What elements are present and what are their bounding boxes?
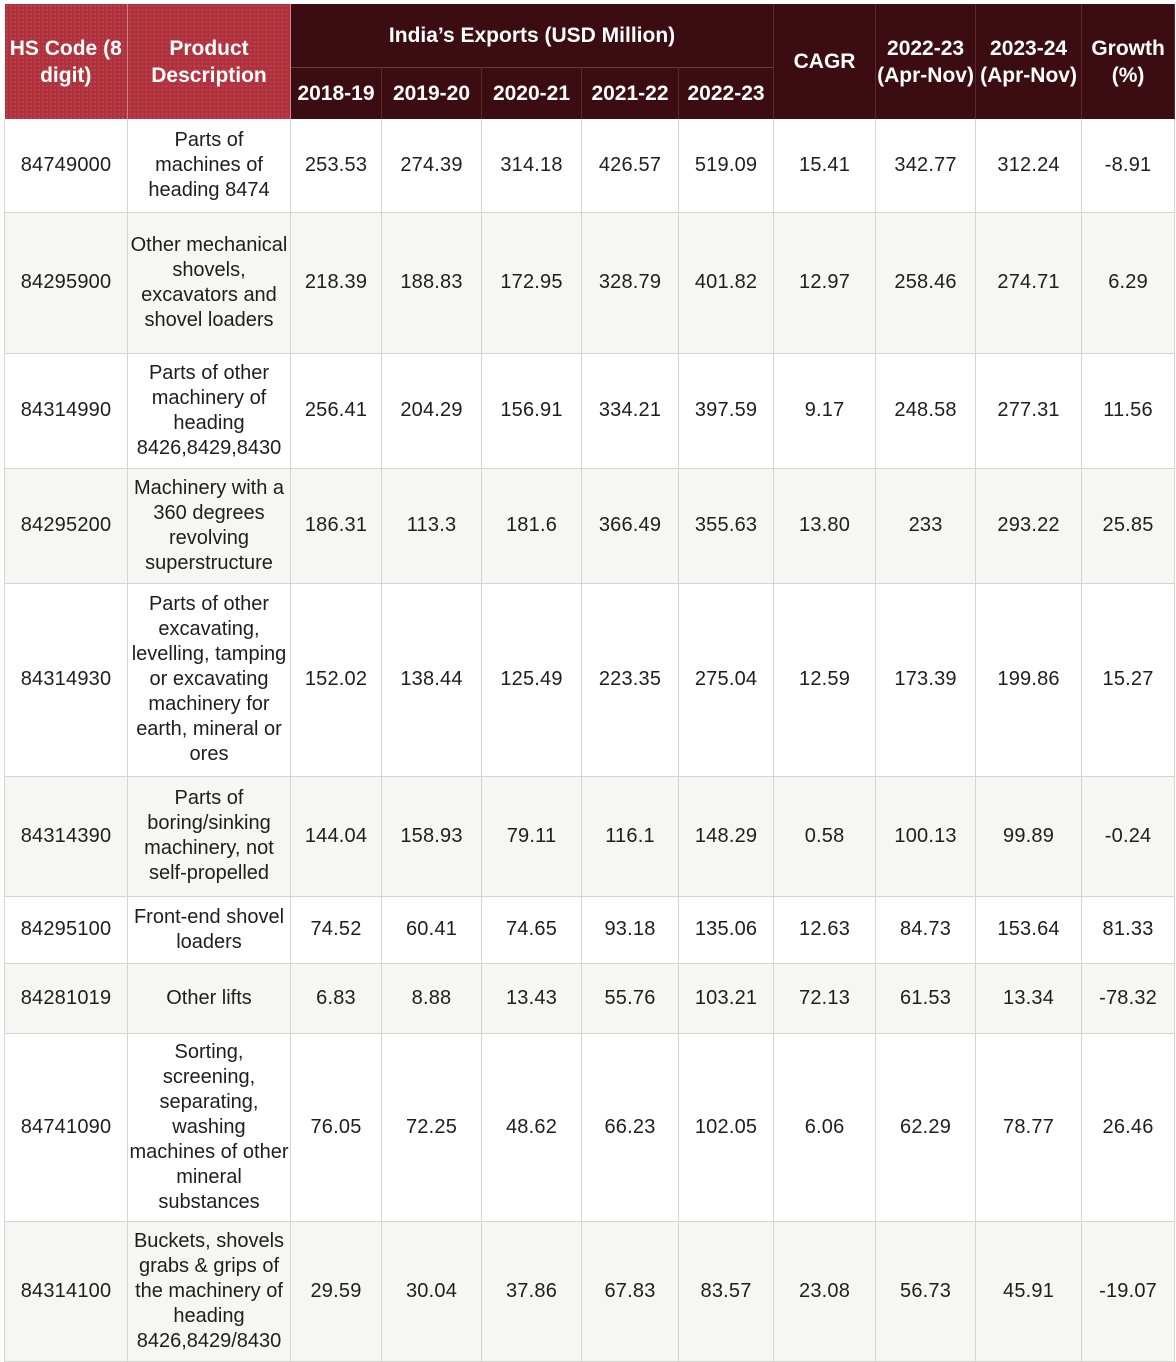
cagr-cell: 15.41	[774, 119, 876, 212]
description-cell: Sorting, screening, separating, washing machines of other mineral substances	[128, 1033, 291, 1221]
growth-cell: 11.56	[1082, 353, 1175, 468]
export-value-cell: 74.52	[291, 896, 382, 963]
cagr-cell: 6.06	[774, 1033, 876, 1221]
period-2022-23-cell: 61.53	[876, 963, 976, 1033]
cagr-cell: 23.08	[774, 1221, 876, 1361]
export-value-cell: 274.39	[382, 119, 482, 212]
export-value-cell: 60.41	[382, 896, 482, 963]
hs-code-cell: 84741090	[5, 1033, 128, 1221]
header-year: 2019-20	[382, 67, 482, 119]
export-value-cell: 204.29	[382, 353, 482, 468]
description-cell: Machinery with a 360 degrees revolving superstructure	[128, 468, 291, 583]
period-2023-24-cell: 153.64	[976, 896, 1082, 963]
cagr-cell: 0.58	[774, 776, 876, 896]
export-value-cell: 253.53	[291, 119, 382, 212]
hs-code-cell: 84295200	[5, 468, 128, 583]
period-2023-24-cell: 199.86	[976, 583, 1082, 776]
description-cell: Other lifts	[128, 963, 291, 1033]
growth-cell: 26.46	[1082, 1033, 1175, 1221]
period-2022-23-cell: 56.73	[876, 1221, 976, 1361]
table-row	[5, 776, 1175, 896]
period-2023-24-cell: 274.71	[976, 212, 1082, 353]
period-2022-23-cell: 258.46	[876, 212, 976, 353]
export-value-cell: 218.39	[291, 212, 382, 353]
period-2023-24-cell: 277.31	[976, 353, 1082, 468]
growth-cell: -0.24	[1082, 776, 1175, 896]
table-row	[5, 1033, 1175, 1221]
period-2022-23-cell: 100.13	[876, 776, 976, 896]
header-cagr: CAGR	[774, 4, 876, 119]
export-value-cell: 30.04	[382, 1221, 482, 1361]
table-row	[5, 353, 1175, 468]
period-2023-24-cell: 312.24	[976, 119, 1082, 212]
export-value-cell: 72.25	[382, 1033, 482, 1221]
period-2022-23-cell: 248.58	[876, 353, 976, 468]
description-cell: Front-end shovel loaders	[128, 896, 291, 963]
header-year: 2020-21	[482, 67, 582, 119]
export-value-cell: 79.11	[482, 776, 582, 896]
cagr-cell: 9.17	[774, 353, 876, 468]
header-period-2023-24: 2023-24 (Apr-Nov)	[976, 4, 1082, 119]
export-value-cell: 256.41	[291, 353, 382, 468]
description-cell: Parts of other machinery of heading 8426,8429,8430	[128, 353, 291, 468]
export-value-cell: 66.23	[582, 1033, 679, 1221]
export-value-cell: 67.83	[582, 1221, 679, 1361]
export-value-cell: 48.62	[482, 1033, 582, 1221]
export-value-cell: 102.05	[679, 1033, 774, 1221]
hs-code-cell: 84295900	[5, 212, 128, 353]
export-value-cell: 181.6	[482, 468, 582, 583]
cagr-cell: 12.59	[774, 583, 876, 776]
export-value-cell: 83.57	[679, 1221, 774, 1361]
growth-cell: 25.85	[1082, 468, 1175, 583]
exports-table	[4, 4, 1175, 1362]
header-year: 2021-22	[582, 67, 679, 119]
export-value-cell: 328.79	[582, 212, 679, 353]
export-value-cell: 148.29	[679, 776, 774, 896]
table-body	[5, 119, 1175, 1361]
hs-code-cell: 84314990	[5, 353, 128, 468]
period-2022-23-cell: 173.39	[876, 583, 976, 776]
header-description: Product Description	[128, 4, 291, 119]
export-value-cell: 188.83	[382, 212, 482, 353]
header-exports-group: India’s Exports (USD Million)	[291, 4, 774, 67]
export-value-cell: 355.63	[679, 468, 774, 583]
export-value-cell: 366.49	[582, 468, 679, 583]
description-cell: Other mechanical shovels, excavators and shovel loaders	[128, 212, 291, 353]
export-value-cell: 13.43	[482, 963, 582, 1033]
period-2023-24-cell: 99.89	[976, 776, 1082, 896]
header-period-2022-23: 2022-23 (Apr-Nov)	[876, 4, 976, 119]
export-value-cell: 144.04	[291, 776, 382, 896]
period-2022-23-cell: 84.73	[876, 896, 976, 963]
export-value-cell: 93.18	[582, 896, 679, 963]
period-2022-23-cell: 62.29	[876, 1033, 976, 1221]
export-value-cell: 401.82	[679, 212, 774, 353]
description-cell: Buckets, shovels grabs & grips of the machinery of heading 8426,8429/8430	[128, 1221, 291, 1361]
period-2022-23-cell: 342.77	[876, 119, 976, 212]
export-value-cell: 334.21	[582, 353, 679, 468]
growth-cell: -8.91	[1082, 119, 1175, 212]
growth-cell: 81.33	[1082, 896, 1175, 963]
export-value-cell: 55.76	[582, 963, 679, 1033]
export-value-cell: 113.3	[382, 468, 482, 583]
table-row	[5, 119, 1175, 212]
hs-code-cell: 84281019	[5, 963, 128, 1033]
header-growth: Growth (%)	[1082, 4, 1175, 119]
growth-cell: -78.32	[1082, 963, 1175, 1033]
export-value-cell: 103.21	[679, 963, 774, 1033]
export-value-cell: 397.59	[679, 353, 774, 468]
hs-code-cell: 84295100	[5, 896, 128, 963]
growth-cell: 6.29	[1082, 212, 1175, 353]
description-cell: Parts of other excavating, levelling, tamping or excavating machinery for earth, mineral or ores	[128, 583, 291, 776]
export-value-cell: 74.65	[482, 896, 582, 963]
hs-code-cell: 84749000	[5, 119, 128, 212]
export-value-cell: 135.06	[679, 896, 774, 963]
export-value-cell: 275.04	[679, 583, 774, 776]
description-cell: Parts of boring/sinking machinery, not self-propelled	[128, 776, 291, 896]
export-value-cell: 138.44	[382, 583, 482, 776]
table-row	[5, 896, 1175, 963]
export-value-cell: 8.88	[382, 963, 482, 1033]
export-value-cell: 125.49	[482, 583, 582, 776]
export-value-cell: 37.86	[482, 1221, 582, 1361]
export-value-cell: 76.05	[291, 1033, 382, 1221]
growth-cell: -19.07	[1082, 1221, 1175, 1361]
hs-code-cell: 84314930	[5, 583, 128, 776]
hs-code-cell: 84314390	[5, 776, 128, 896]
export-value-cell: 29.59	[291, 1221, 382, 1361]
growth-cell: 15.27	[1082, 583, 1175, 776]
table-row	[5, 583, 1175, 776]
export-value-cell: 6.83	[291, 963, 382, 1033]
table-row	[5, 1221, 1175, 1361]
hs-code-cell: 84314100	[5, 1221, 128, 1361]
period-2023-24-cell: 78.77	[976, 1033, 1082, 1221]
export-value-cell: 172.95	[482, 212, 582, 353]
period-2022-23-cell: 233	[876, 468, 976, 583]
export-value-cell: 158.93	[382, 776, 482, 896]
header-year: 2018-19	[291, 67, 382, 119]
export-value-cell: 519.09	[679, 119, 774, 212]
period-2023-24-cell: 45.91	[976, 1221, 1082, 1361]
header-year: 2022-23	[679, 67, 774, 119]
export-value-cell: 116.1	[582, 776, 679, 896]
export-value-cell: 426.57	[582, 119, 679, 212]
table-row	[5, 963, 1175, 1033]
cagr-cell: 12.63	[774, 896, 876, 963]
period-2023-24-cell: 293.22	[976, 468, 1082, 583]
export-value-cell: 314.18	[482, 119, 582, 212]
table-row	[5, 212, 1175, 353]
export-value-cell: 223.35	[582, 583, 679, 776]
cagr-cell: 13.80	[774, 468, 876, 583]
header-hs-code: HS Code (8 digit)	[5, 4, 128, 119]
export-value-cell: 186.31	[291, 468, 382, 583]
cagr-cell: 12.97	[774, 212, 876, 353]
export-value-cell: 152.02	[291, 583, 382, 776]
period-2023-24-cell: 13.34	[976, 963, 1082, 1033]
description-cell: Parts of machines of heading 8474	[128, 119, 291, 212]
cagr-cell: 72.13	[774, 963, 876, 1033]
table-row	[5, 468, 1175, 583]
export-value-cell: 156.91	[482, 353, 582, 468]
